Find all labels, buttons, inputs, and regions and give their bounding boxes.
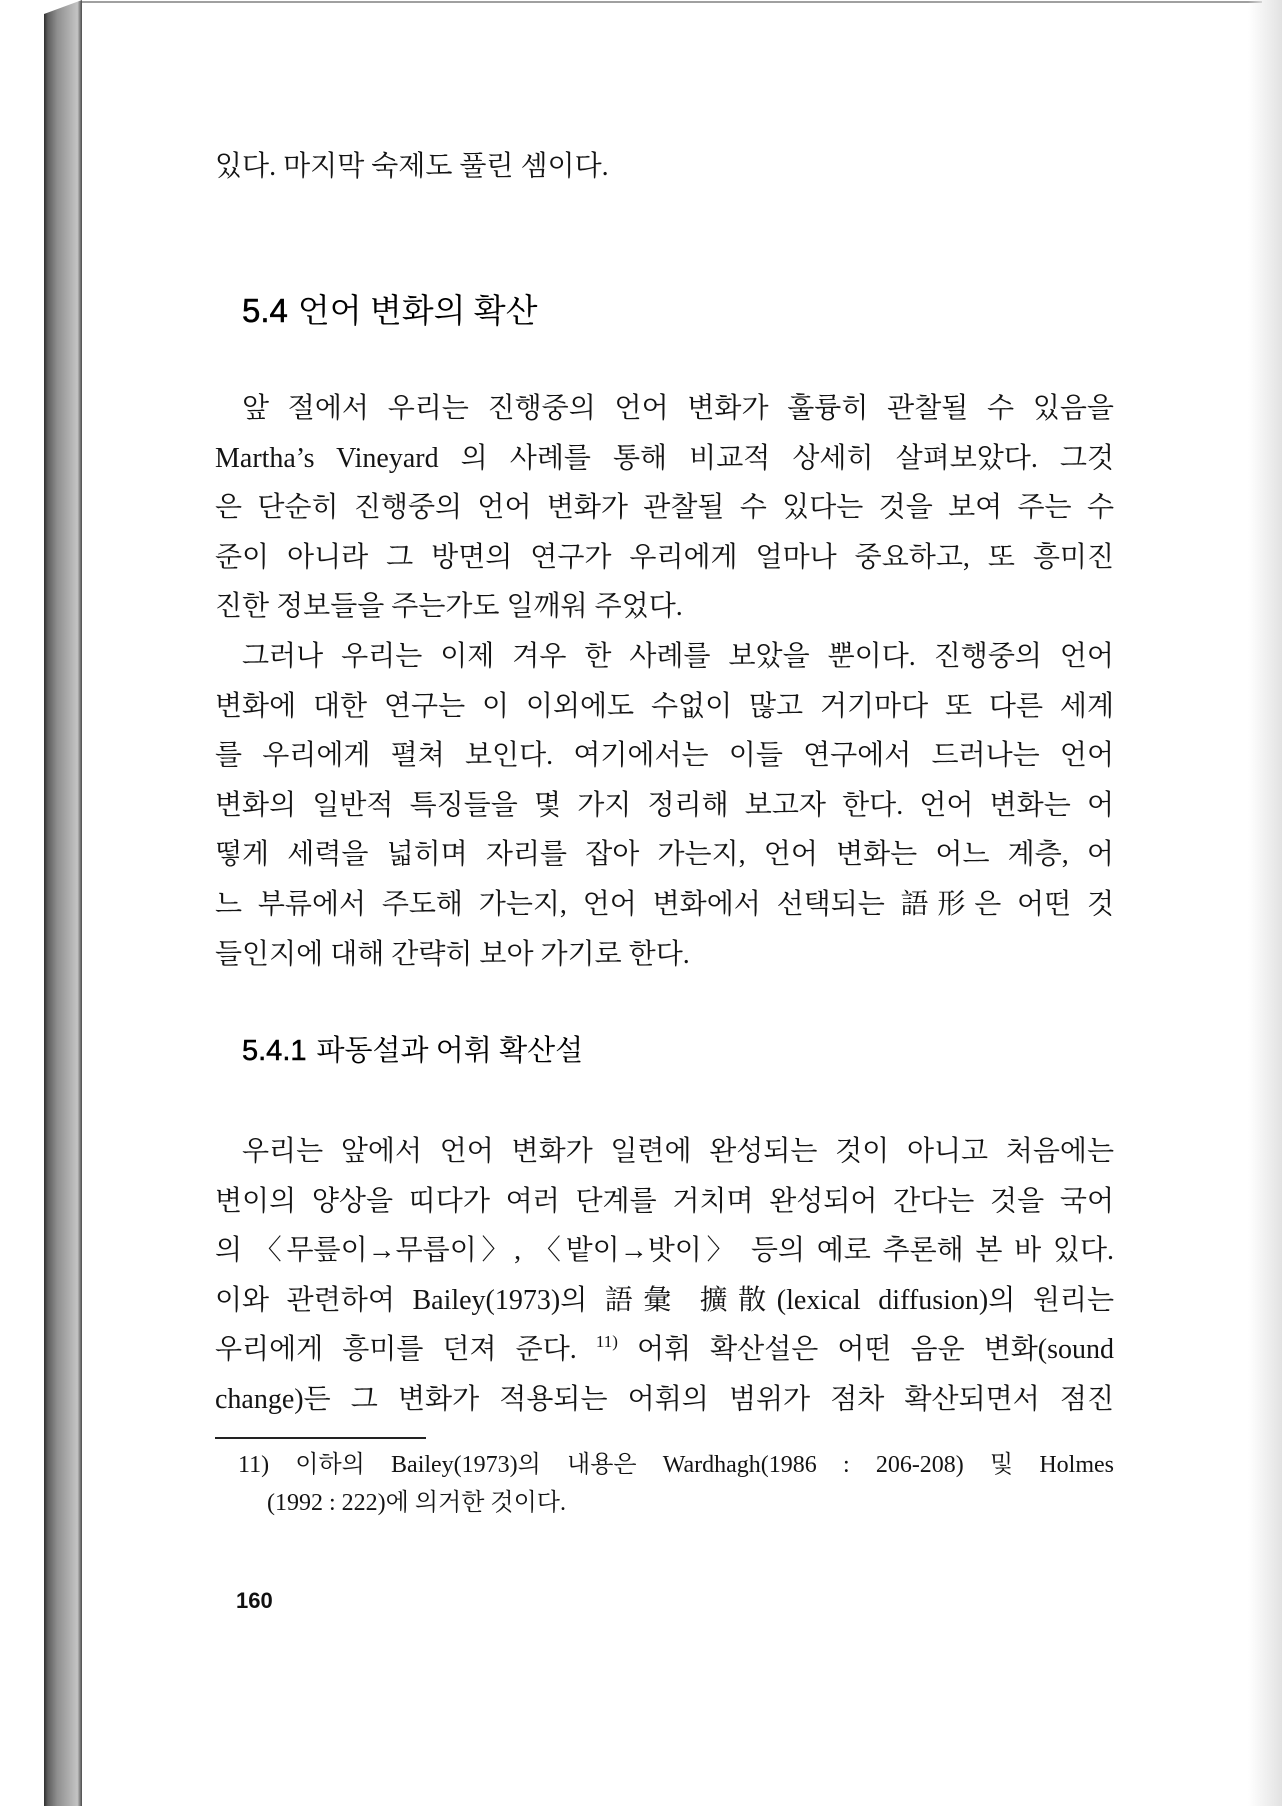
body-line: 준이 아니라 그 방면의 연구가 우리에게 얼마나 중요하고, 또 흥미진 xyxy=(215,541,1114,573)
subsection-heading xyxy=(242,1026,583,1076)
footnote-line xyxy=(238,1446,1114,1484)
body-text: 어휘 확산설은 어떤 음운 변화(sound xyxy=(636,1334,1114,1366)
paragraph xyxy=(215,1127,1114,1425)
body-line: 앞 절에서 우리는 진행중의 언어 변화가 훌륭히 관찰될 수 있음을 xyxy=(242,393,1114,424)
subsection-number: 5.4.1 xyxy=(242,1035,307,1067)
body-line: Martha’s Vineyard 의 사례를 통해 비교적 상세히 살펴보았다. 그것 xyxy=(215,442,1114,474)
footnote-reference: 11) xyxy=(595,1332,618,1352)
body-text: 우리에게 흥미를 던져 준다. xyxy=(215,1334,577,1366)
section-number: 5.4 xyxy=(242,292,288,329)
page-number: 160 xyxy=(236,1588,273,1613)
footnote-marker: 11) xyxy=(238,1452,270,1478)
body-line: 그러나 우리는 이제 겨우 한 사례를 보았을 뿐이다. 진행중의 언어 xyxy=(242,641,1114,672)
book-edge xyxy=(44,0,82,1806)
body-line: 진한 정보들을 주는가도 일깨워 주었다. xyxy=(215,591,683,623)
body-line: 변화의 일반적 특징들을 몇 가지 정리해 보고자 한다. 언어 변화는 어 xyxy=(215,789,1114,821)
body-line: 은 단순히 진행중의 언어 변화가 관찰될 수 있다는 것을 보여 주는 수 xyxy=(215,492,1114,524)
page-shadow xyxy=(1248,0,1282,1806)
subsection-title: 파동설과 어휘 확산설 xyxy=(316,1035,584,1067)
section-title: 언어 변화의 확산 xyxy=(297,294,538,330)
body-line: 를 우리에게 펼쳐 보인다. 여기에서는 이들 연구에서 드러나는 언어 xyxy=(215,740,1114,772)
body-line xyxy=(215,1325,1114,1375)
footnote-line: (1992 : 222)에 의거한 것이다. xyxy=(267,1490,566,1516)
continuation-paragraph xyxy=(215,142,1114,192)
body-line: 느 부류에서 주도해 가는지, 언어 변화에서 선택되는 語形은 어떤 것 xyxy=(215,888,1114,920)
section-heading xyxy=(242,286,538,336)
body-line: 변화에 대한 연구는 이 이외에도 수없이 많고 거기마다 또 다른 세계 xyxy=(215,690,1114,722)
body-line: 있다. 마지막 숙제도 풀린 셈이다. xyxy=(215,151,609,182)
body-line: 이와 관련하여 Bailey(1973)의 語彙 擴散(lexical diffusion)의 원리는 xyxy=(215,1284,1114,1316)
paragraph xyxy=(215,384,1114,632)
paragraph xyxy=(215,632,1114,979)
body-line: 들인지에 대해 간략히 보아 가기로 한다. xyxy=(215,938,690,970)
body-line: 변이의 양상을 띠다가 여러 단계를 거치며 완성되어 간다는 것을 국어 xyxy=(215,1185,1114,1217)
page-top-edge xyxy=(82,1,1262,3)
body-line: change)든 그 변화가 적용되는 어휘의 범위가 점차 확산되면서 점진 xyxy=(215,1383,1114,1415)
footnote-text: 이하의 Bailey(1973)의 내용은 Wardhagh(1986 : 206-208) 및 Holmes xyxy=(295,1452,1114,1478)
footnote xyxy=(238,1446,1114,1522)
body-line: 우리는 앞에서 언어 변화가 일련에 완성되는 것이 아니고 처음에는 xyxy=(242,1136,1114,1167)
body-line: 의 〈무릎이→무릅이〉, 〈밭이→밧이〉 등의 예로 추론해 본 바 있다. xyxy=(215,1235,1114,1267)
body-line: 떻게 세력을 넓히며 자리를 잡아 가는지, 언어 변화는 어느 계층, 어 xyxy=(215,839,1114,871)
footnote-divider xyxy=(215,1437,426,1439)
